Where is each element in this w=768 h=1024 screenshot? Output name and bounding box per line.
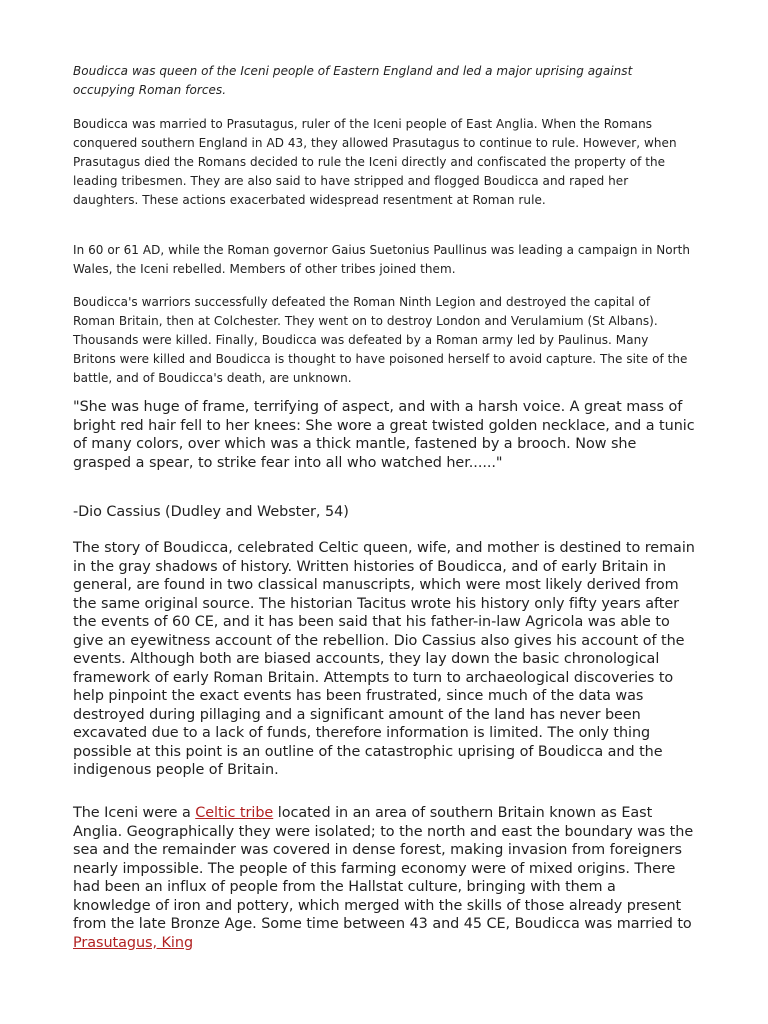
prasutagus-king-link[interactable]: Prasutagus, King [73, 934, 194, 951]
celtic-tribe-link[interactable]: Celtic tribe [195, 805, 274, 821]
paragraph-history-sources: The story of Boudicca, celebrated Celtic queen, wife, and mother is destined to remain in the gray shadows of history. Written histories of Boudicca, and of early Britain in general, are found in two classical manuscripts, which were most likely derived from the same original source. The historian Tacitus wrote his history only fifty years after the events of 60 CE, and it has been said that his father-in-law Agricola was able to give an eyewitness account of the rebellion. Dio Cassius also gives his account of the events. Although both are biased accounts, they lay down the basic chronological framework of early Roman Britain. Attempts to turn to archaeological discoveries to help pinpoint the exact events has been frustrated, since much of the data was destroyed during pillaging and a significant amount of the land has never been excavated due to a lack of funds, therefore information is limited. The only thing possible at this point is an outline of the catastrophic uprising of Boudicca and the indigenous people of Britain. [73, 540, 695, 778]
paragraph-iceni [73, 804, 695, 952]
paragraph-defeat: Boudicca's warriors successfully defeated the Roman Ninth Legion and destroyed the capital of Roman Britain, then at Colchester. They went on to destroy London and Verulamium (St Albans). Thousands were killed. Finally, Boudicca was defeated by a Roman army led by Paulinus. Many Britons were killed and Boudicca is thought to have poisoned herself to avoid capture. The site of the battle, and of Boudicca's death, are unknown. [73, 295, 688, 385]
iceni-text-middle: located in an area of southern Britain known as East Anglia. Geographically they were isolated; to the north and east the boundary was the sea and the remainder was covered in dense forest, making invasion from foreigners nearly impossible. The people of this farming economy were of mixed origins. There had been an influx of people from the Hallstat culture, bringing with them a knowledge of iron and pottery, which merged with the skills of those already present from the late Bronze Age. Some time between 43 and 45 CE, Boudicca was married to [73, 805, 694, 932]
intro-summary: Boudicca was queen of the Iceni people of Eastern England and led a major uprising against occupying Roman forces. [73, 64, 633, 97]
paragraph-marriage: Boudicca was married to Prasutagus, ruler of the Iceni people of East Anglia. When the Romans conquered southern England in AD 43, they allowed Prasutagus to continue to rule. However, when Prasutagus died the Romans decided to rule the Iceni directly and confiscated the property of the leading tribesmen. They are also said to have stripped and flogged Boudicca and raped her daughters. These actions exacerbated widespread resentment at Roman rule. [73, 117, 677, 207]
quote-citation: -Dio Cassius (Dudley and Webster, 54) [73, 504, 349, 520]
dio-cassius-quote: "She was huge of frame, terrifying of aspect, and with a harsh voice. A great mass of bright red hair fell to her knees: She wore a great twisted golden necklace, and a tunic of many colors, over which was a thick mantle, fastened by a brooch. Now she grasped a spear, to strike fear into all who watched her......" [73, 399, 695, 471]
iceni-text-start: The Iceni were a [73, 805, 196, 821]
paragraph-rebellion: In 60 or 61 AD, while the Roman governor Gaius Suetonius Paullinus was leading a campaign in North Wales, the Iceni rebelled. Members of other tribes joined them. [73, 243, 691, 276]
